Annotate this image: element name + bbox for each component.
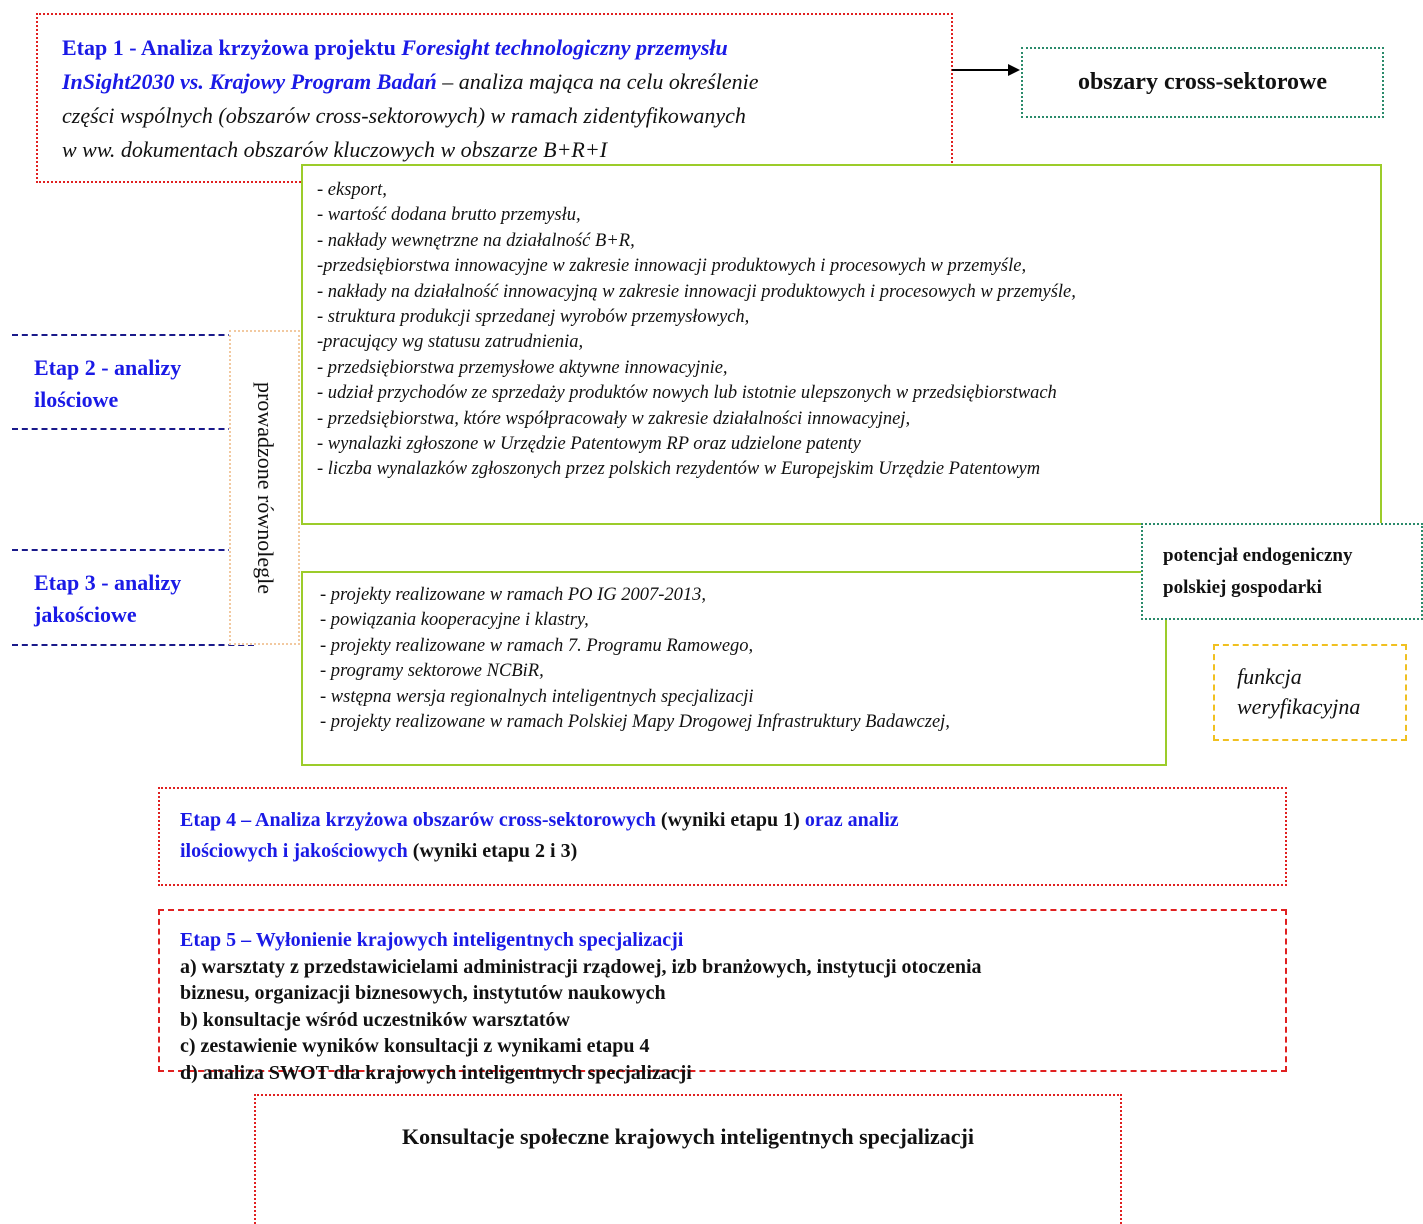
etap1-line-2 [62,65,931,99]
indicator-item: -pracujący wg statusu zatrudnienia, [317,332,584,353]
etap1-title-project-1: Foresight technologiczny przemysłu [401,35,728,60]
etap3-box [12,549,254,646]
cross-sector-box [1021,47,1384,118]
parallel-label: prowadzone równolegle [252,381,278,594]
project-item: - programy sektorowe NCBiR, [320,661,544,682]
project-item: - wstępna wersja regionalnych inteligentnych specjalizacji [320,686,754,707]
right-arrow-icon [952,62,1022,78]
quantitative-indicators-box [301,164,1382,525]
etap1-title: Etap 1 - Analiza krzyżowa projektu [62,35,402,60]
etap5-title: Etap 5 – Wyłonienie krajowych inteligentnych specjalizacji [180,929,684,951]
etap1-desc-1: – analiza mająca na celu określenie [436,69,759,94]
etap1-title-project-2: InSight2030 vs. Krajowy Program Badań [62,69,437,94]
indicator-item: - udział przychodów ze sprzedaży produktów nowych lub istotnie ulepszonych w przedsiębiorstwach [317,383,1057,404]
indicator-item: - nakłady na działalność innowacyjną w zakresie innowacji produktowych i procesowych w przemyśle, [317,281,1076,302]
endogenous-potential-box [1141,523,1423,620]
project-item: - projekty realizowane w ramach PO IG 2007-2013, [320,585,707,605]
public-consultation-box [254,1094,1122,1224]
etap1-desc-2: części wspólnych (obszarów cross-sektorowych) w ramach zidentyfikowanych [62,103,746,128]
etap4-line-1 [180,805,1285,836]
etap4-results-1: (wyniki etapu 1) [655,809,805,831]
indicator-item: - nakłady wewnętrzne na działalność B+R, [317,230,635,251]
indicator-item: - liczba wynalazków zgłoszonych przez polskich rezydentów w Europejskim Urzędzie Patentowym [317,459,1041,480]
cross-sector-label: obszary cross-sektorowe [1077,69,1328,95]
etap5-items [180,954,1285,1087]
project-item: - powiązania kooperacyjne i klastry, [320,610,589,631]
etap1-line-1 [62,31,931,65]
etap5-item: a) warsztaty z przedstawicielami administracji rządowej, izb branżowych, instytucji otoczenia [180,955,982,978]
etap5-item: b) konsultacje wśród uczestników warsztatów [180,1008,570,1031]
etap5-item: c) zestawienie wyników konsultacji z wynikami etapu 4 [180,1035,650,1057]
etap1-desc-3: w ww. dokumentach obszarów kluczowych w obszarze B+R+I [62,137,608,162]
verification-line-1: funkcja [1237,664,1302,689]
etap2-line-1: Etap 2 - analizy [34,355,182,380]
indicator-item: - wartość dodana brutto przemysłu, [317,205,581,226]
public-consultation-label: Konsultacje społeczne krajowych inteligentnych specjalizacji [402,1124,974,1149]
etap3-line-1: Etap 3 - analizy [34,570,182,595]
etap5-item: biznesu, organizacji biznesowych, instytutów naukowych [180,982,666,1004]
etap4-line-2 [180,836,1285,867]
etap4-results-2: (wyniki etapu 2 i 3) [407,840,578,862]
etap4-box [158,787,1287,886]
potential-line-1: potencjał endogeniczny [1163,545,1353,566]
project-item: - projekty realizowane w ramach Polskiej Mapy Drogowej Infrastruktury Badawczej, [320,712,950,733]
potential-line-2: polskiej gospodarki [1163,577,1322,598]
indicator-item: - eksport, [317,180,387,200]
verification-line-2: weryfikacyjna [1237,694,1361,719]
indicator-item: - struktura produkcji sprzedanej wyrobów przemysłowych, [317,307,750,328]
etap5-box [158,909,1287,1084]
parallel-box [229,330,300,645]
etap4-analyses: ilościowych i jakościowych [180,840,408,862]
etap4-and: oraz analiz [804,809,899,831]
etap4-title: Etap 4 – Analiza krzyżowa obszarów cross-sektorowych [180,809,656,831]
verification-box [1213,644,1407,741]
indicator-item: - wynalazki zgłoszone w Urzędzie Patentowym RP oraz udzielone patenty [317,434,861,455]
etap1-box [36,13,953,183]
project-item: - projekty realizowane w ramach 7. Programu Ramowego, [320,635,754,656]
qualitative-sources-box [301,571,1167,766]
etap3-line-2: jakościowe [34,602,137,627]
etap5-item: d) analiza SWOT dla krajowych inteligentnych specjalizacji [180,1061,692,1084]
etap2-box [12,334,254,430]
indicator-item: -przedsiębiorstwa innowacyjne w zakresie innowacji produktowych i procesowych w przemyśle, [317,256,1027,277]
etap2-line-2: ilościowe [34,387,119,412]
indicator-item: - przedsiębiorstwa, które współpracowały w zakresie działalności innowacyjnej, [317,408,911,429]
indicator-item: - przedsiębiorstwa przemysłowe aktywne innowacyjnie, [317,357,728,378]
